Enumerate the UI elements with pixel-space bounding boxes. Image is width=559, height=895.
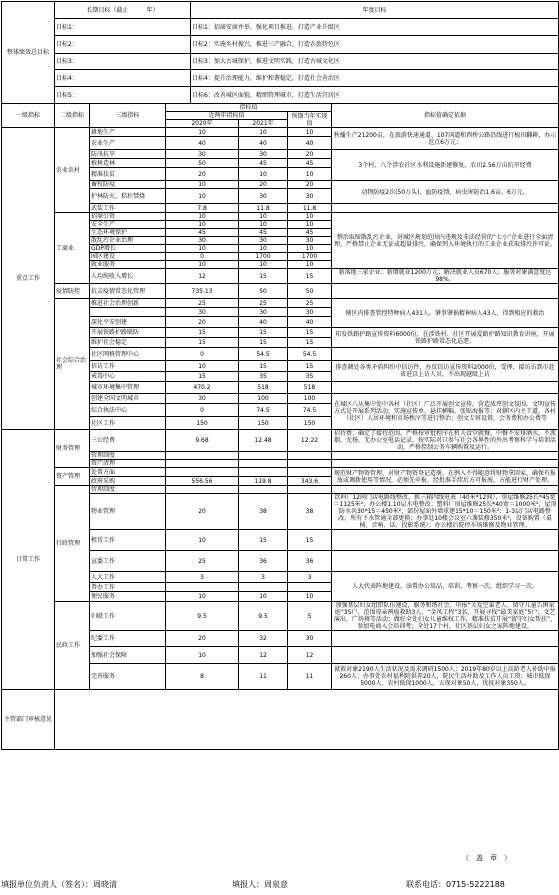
value-expected: 40 [288,317,332,328]
unit-head-signature: 填报单位负责人（签名）：周晓清 [1,880,117,889]
value-2020: 15 [166,328,239,338]
value-2021: 12 [239,647,288,664]
goal-table [1,1,559,750]
annual-goal-header: 年度目标 [191,2,559,19]
value-expected [288,452,332,460]
value-expected: 20 [288,150,332,159]
value-2021: 12.48 [239,430,288,452]
value-2020: 0 [166,253,239,261]
value-2021: 150 [239,417,288,430]
goal-annual-text: 目标4：提升治理能力，维护和谐稳定，打造社会善治区 [191,70,559,87]
value-expected: 20 [288,181,332,189]
col-level1: 一级指标 [2,104,55,128]
value-expected: 5 [288,602,332,631]
value-expected: 35 [288,372,332,382]
indicator-name: 完善服务 [90,664,166,690]
value-2020 [166,583,239,592]
goal-annual-text: 目标6：改善城区面貌，精细管理城市，打造生活宜居区 [191,87,559,104]
value-expected: 3 [288,572,332,583]
indicator-name: 散乱污企业治理 [90,237,166,245]
indicator-name: 深化平安创建 [90,317,166,328]
basis-text [332,530,559,551]
value-2020: 15 [166,338,239,348]
value-2021: 15 [239,530,288,551]
value-expected: 25 [288,299,332,308]
indicator-name: 园区建设 [90,253,166,261]
value-2021: 10 [239,128,288,137]
value-2021: 10 [239,245,288,253]
contact-phone: 联系电话：0715-5222188 [406,880,505,889]
basis-text: 在城区八从集中处中各村（社区）广泛开展创文宣传，营造浓厚创文氛围。文明宣传方式是开展系列活动，实施宣传单、悬挂横幅、张贴海报等；对辖区内主干道、各村（社区）人居环境和市场秩序等进行整治；创文专班设置，会务费和办公费等 [332,394,559,430]
level2-group: 工商业 [55,213,90,284]
level2-group: 社会综合治理 [55,299,90,430]
basis-text: 秋播生产21200亩，在旅游快速通道、107国道和西桥公路沿线进行植田翻耕，办示范点6万元； [332,128,559,150]
value-2021 [239,486,288,494]
indicator-name: 农业生产 [90,137,166,150]
value-2021: 11 [239,664,288,690]
value-2020: 30 [166,150,239,159]
value-2021: 10 [239,168,288,181]
basis-text: 饮料厂12间门店电路线整改，换三箱四线电表（40米*12间），房屋维修25长*45宽＝1125米²；办公楼1.10层水电整改；塑料厂房屋维修25长*40宽＝1000米²，屋顶防水共30*15＝450米²，部份屋面外墙重建15*10＝150米²；1-3层门店电路整改，所有下水管通全部更换；办事处10楼会议室六盏装修350米²，设备购置（桌椅、音响、话、投影系统）；办公楼后院停车场维修及物业管理。 [332,494,559,530]
value-2020: 735.13 [166,284,239,299]
value-expected: 45 [288,159,332,168]
value-expected: 15 [288,269,332,284]
value-2021: 36 [239,551,288,572]
goal-label: 目标4： [55,70,191,87]
indicator-name: 耕地生产 [90,128,166,137]
footer [0,875,559,895]
value-2020: 30 [166,394,239,404]
value-2020: 0 [166,348,239,361]
value-2020: 150 [166,417,239,430]
value-expected: 36 [288,551,332,572]
dept-review-label: 主管部门审核意见 [2,690,55,750]
indicator-name: 戒毒中心 [90,372,166,382]
value-2021: 45 [239,229,288,237]
indicator-name: 纪委工作 [90,631,166,647]
basis-text: 排查调处各类矛盾纠纷中信访件，办反信访宣传资料2000份，受理、接访访到市赴省进京上访人员，不出现越级上访 [332,361,559,382]
indicator-name: 租赁工作 [90,530,166,551]
value-2020: 10 [166,245,239,253]
value-2021: 45 [239,159,288,168]
value-expected: 10 [288,245,332,253]
basis-text: 就救对象2190人生活状况及需求调研1500人；2019年80岁以上高龄老人补助申报260人；办事处农村福利院供养20人，院民生活补助及工作人员工资；城市低保5000人、农村低保1000人，五保对象50人，优抚对象350人。 [332,664,559,690]
value-2020: 20 [166,494,239,530]
value-expected: 30 [288,189,332,204]
value-2021: 30 [239,237,288,245]
value-expected: 10 [288,221,332,229]
value-2021: 35 [239,372,288,382]
value-2020: 556.56 [166,477,239,486]
value-expected: 40 [288,137,332,150]
value-2020: 10 [166,181,239,189]
dept-review-content [55,690,559,750]
value-2021: 9.5 [239,602,288,631]
basis-text: 辖区内排查管控特种病人431人，肇事肇祸精神病人43人，得到相应的救治 [332,299,559,328]
value-2021: 25 [239,299,288,308]
value-2020: 40 [166,137,239,150]
value-2020: 10 [166,361,239,372]
value-2020: 20 [166,317,239,328]
value-expected: 10 [288,128,332,137]
indicator-name: 抗击疫情常态化管理 [90,284,166,299]
basis-text: 新落地三家企业；新增就业1200万元；解决就业人员670人；服务对象满意度达98%。 [332,269,559,284]
value-expected: 343.6 [288,477,332,486]
goal-annual-text: 目标2：实施乡村振兴，推进三产融合，打造农旅特色区 [191,36,559,54]
value-2021: 20 [239,181,288,189]
goal-annual-text: 目标3：加大古城保护，推进文明实践，打造古城文化区 [191,54,559,70]
value-2021: 1700 [239,253,288,261]
value-2021: 30 [239,189,288,204]
goal-label: 目标3： [55,54,191,70]
overall-goals-label: 整体绩效总目标 [2,2,55,104]
indicator-name: 维护社会稳定 [90,338,166,348]
value-2020: 7.8 [166,204,239,213]
indicator-name: 招商引资 [90,213,166,221]
value-2020: 9.5 [166,602,239,631]
basis-text: 规范财产物资管理，对财产物资登记造册，在例入不得随意将财物拿回家，确保有报废或调拨使用等情况，必须先申报，经批准手续后方可报废，方能进行财产处理。 [332,468,559,486]
value-expected: 10 [288,592,332,602]
value-2020: 30 [166,237,239,245]
basis-text [332,486,559,494]
value-2020: 25 [166,299,239,308]
value-2021: 32 [239,631,288,647]
level2-group: 农业农村 [55,128,90,213]
value-2020: 45 [166,229,239,237]
value-2021: 10 [239,213,288,221]
value-2021: 15 [239,338,288,348]
value-2021: 10 [239,592,288,602]
value-expected: 100 [288,394,332,404]
col-expected: 预期当年实现值 [288,112,332,128]
indicator-name: 畜牧防疫 [90,181,166,189]
value-expected: 54.5 [288,348,332,361]
value-expected [288,460,332,468]
value-expected: 74.5 [288,404,332,417]
goal-label: 目标2： [55,36,191,54]
indicator-name: 社区工作 [90,417,166,430]
indicator-name: 开展铁路护路联防 [90,328,166,338]
value-expected: 15 [288,338,332,348]
indicator-name: 城市环境集中管理 [90,382,166,394]
indicator-name: 加强社会保障 [90,647,166,664]
goal-label: 目标1： [55,19,191,36]
value-2020: 10 [166,647,239,664]
basis-text: 动物防疫2次(50万头)，血防疫情，病虫害防治1.6亩，6万元。 [332,181,559,204]
value-2021: 10 [239,221,288,229]
col-recent: 近两年指标值 [166,112,288,120]
basis-text [332,647,559,664]
indicator-name: 生态环境保护 [90,229,166,237]
value-2020: 10 [166,592,239,602]
indicator-name: 综合执法中心 [90,404,166,417]
value-2021: 119.8 [239,477,288,486]
value-expected [288,486,332,494]
level2-group: 疫情防控 [55,284,90,299]
indicator-name: 推进社会治理创新 [90,299,166,308]
value-2020 [166,486,239,494]
col-basis: 指标值确定依据 [332,104,559,128]
value-2021: 11.8 [239,204,288,213]
value-2020: 50 [166,159,239,168]
value-expected: 518 [288,382,332,394]
value-expected: 30 [288,631,332,647]
value-2021: 54.5 [239,348,288,361]
goal-annual-text: 目标1：招商安商并举，强化项目推进，打造产业升级区 [191,19,559,36]
value-expected: 15 [288,328,332,338]
value-2021: 50 [239,284,288,299]
value-2020: 10 [166,189,239,204]
indicator-name: 妇联工作 [90,602,166,631]
col-level3: 三级指标 [90,104,166,128]
col-2020: 2020年 [166,120,239,128]
basis-text [332,382,559,394]
value-2020: 3 [166,572,239,583]
value-2020: 9.68 [166,430,239,452]
value-expected: 11 [288,664,332,690]
value-2021: 15 [239,361,288,372]
value-2020: 8 [166,664,239,690]
value-2021: 30 [239,150,288,159]
value-expected [288,468,332,477]
level1-group: 重点工作 [2,128,55,430]
value-expected: 10 [288,261,332,269]
value-2020: 10 [166,221,239,229]
value-2021: 100 [239,394,288,404]
basis-text [332,348,559,361]
goal-label: 目标5： [55,87,191,104]
level2-group: 行政管理 [55,486,90,602]
value-2021: 30 [239,308,288,317]
value-expected [288,583,332,592]
basis-text: 印发铁路护路宣传资料6000份，在涉铁村、社区开展爱路护路知识教育讲座，开展铁路护路常态化巡逻。 [332,328,559,348]
indicator-name: 植树造林 [90,159,166,168]
value-2020: 12 [166,269,239,284]
value-2020: 15 [166,372,239,382]
value-expected: 15 [288,361,332,372]
value-2020: 25 [166,551,239,572]
value-2021: 15 [239,269,288,284]
indicator-name: 精准扶贫 [90,168,166,181]
value-2020 [166,460,239,468]
col-2021: 2021年 [239,120,288,128]
value-expected: 15 [288,530,332,551]
indicator-name: 武装工作 [90,204,166,213]
value-expected: 12 [288,647,332,664]
basis-text [332,204,559,213]
indicator-name: 就业服务 [90,261,166,269]
level1-group: 日常工作 [2,430,55,690]
indicator-name [90,308,166,317]
indicator-name: GDP增长 [90,245,166,253]
indicator-name: 创建全国文明城市 [90,394,166,404]
indicator-name: 普办工作 [90,583,166,592]
indicator-name: 管理制度 [90,452,166,460]
value-2020: 30 [166,308,239,317]
indicator-name: 安全生产 [90,221,166,229]
stamp-note: （ 盖 章 ） [462,854,511,862]
value-2020: 10 [166,261,239,269]
value-2021: 15 [239,328,288,338]
value-2021: 518 [239,382,288,394]
indicator-name: 宣委工作 [90,551,166,572]
basis-text [332,631,559,647]
value-2020: 20 [166,631,239,647]
level2-group: 资产管理 [55,468,90,486]
value-2021 [239,583,288,592]
indicator-name: 信访工作 [90,361,166,372]
value-2020: 20 [166,168,239,181]
basis-text: 整治取缔散乱污企业，对城区规划范围内违规及非法经营的“七小”企业进行全面清理，严格禁止企业无证或超量排污，确保列入环境执行的工业企业获取排污许可证。 [332,213,559,269]
indicator-name: 便民服务 [90,592,166,602]
value-expected: 30 [288,308,332,317]
value-expected: 10 [288,213,332,221]
value-2021: 10 [239,261,288,269]
value-2020: 10 [166,213,239,221]
basis-text [332,284,559,299]
basis-text: 3个村、八个涉农社区水利设施新建修复，农田2.56万亩抗旱经费 [332,150,559,181]
goal-table-body [2,2,559,750]
basis-text: 加强基层妇女组织队伍建设，服务和谐社会、申报“关爱空巢老人、留守儿童告困家庭”35户，范围母亲两癌救助3人，“金凤工程”3名，开展寻找“最美家庭”5户；文艺演出，广场舞等活动；做好全处妇女儿童维权工作，精准扶贫开展“留守妇女帮扶”，参加电商入会培训考；全处17个村，社区基层妇女之家阵地建设。 [332,602,559,631]
value-expected: 150 [288,417,332,430]
value-2021 [239,452,288,460]
value-2020: 10 [166,530,239,551]
basis-text: 人大代表阵地建设，添置办公用品、培训、考察一次，组织学习一次。 [332,572,559,602]
indicator-name: 管理制度 [90,486,166,494]
basis-text: 招待费：确定了接待范围，严格按审批程序在机关食堂就餐，中餐不安排酒水，不派烟，无扬，无办公室电话记录，按实际对口参与社会各界性的外出考察科学与培训活动，严格控制公务车辆购置及运行。 [332,430,559,452]
indicator-name: 处置方面 [90,468,166,477]
basis-text [332,551,559,572]
value-expected: 12.22 [288,430,332,452]
basis-text [332,460,559,468]
value-2021 [239,460,288,468]
value-expected: 45 [288,229,332,237]
value-2021 [239,468,288,477]
value-expected: 38 [288,494,332,530]
indicator-name: 防汛抗旱 [90,150,166,159]
indicator-name: 物业管理 [90,494,166,530]
value-2021: 3 [239,572,288,583]
value-2020: 470.2 [166,382,239,394]
filler-name: 填报人：周泉意 [232,880,288,889]
long-term-goal-header: 长期目标（截止 年） [55,2,191,19]
value-2021: 40 [239,317,288,328]
value-2021: 38 [239,494,288,530]
value-expected: 1700 [288,253,332,261]
value-expected: 11.8 [288,204,332,213]
indicator-name: 护林防火、秸秆禁烧 [90,189,166,204]
value-2021: 40 [239,137,288,150]
indicator-name: 三公经费 [90,430,166,452]
value-2020: 0 [166,404,239,417]
value-2021: 74.5 [239,404,288,417]
col-value: 指标值 [166,104,332,112]
value-2020 [166,452,239,460]
col-level2: 二级指标 [55,104,90,128]
basis-text [332,452,559,460]
indicator-name: 政府采购 [90,477,166,486]
value-expected: 10 [288,168,332,181]
indicator-name: 人大工作 [90,572,166,583]
level2-group: 民政工作 [55,602,90,690]
value-expected: 30 [288,237,332,245]
indicator-name: 资产清理 [90,460,166,468]
level2-group: 财务管理 [55,430,90,468]
value-2020 [166,468,239,477]
value-2020: 10 [166,128,239,137]
indicator-name: 人均纯收入增长 [90,269,166,284]
value-expected: 50 [288,284,332,299]
indicator-name: 社区网格管理中心 [90,348,166,361]
